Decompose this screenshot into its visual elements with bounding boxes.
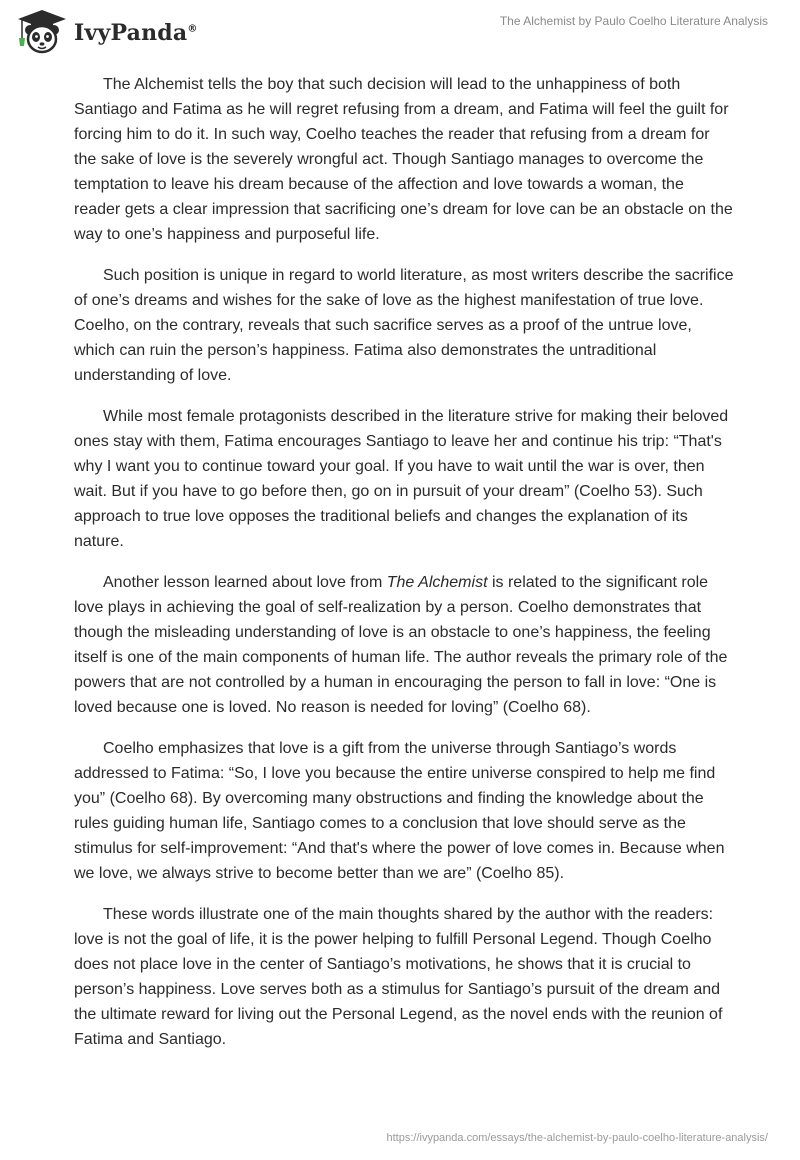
paragraph-5: Coelho emphasizes that love is a gift from the universe through Santiago’s words addressed to Fatima: “So, I love you because the entire universe conspired to help me find you” (Coelho 68). By overcoming many obstructions and finding the knowledge about the rules guiding human life, Santiago comes to a conclusion that love should serve as the stimulus for self-improvement: “And that's where the power of love comes in. Because when we love, we always strive to become better than we are” (Coelho 85). [74, 740, 725, 882]
paragraph-1: The Alchemist tells the boy that such decision will lead to the unhappiness of both Santiago and Fatima as he will regret refusing from a dream, and Fatima will feel the guilt for forcing him to do it. In such way, Coelho teaches the reader that refusing from a dream for the sake of love is the severely wrongful act. Though Santiago manages to overcome the temptation to leave his dream because of the affection and love towards a woman, the reader gets a clear impression that sacrificing one’s dream for love can be an obstacle on the way to one’s happiness and purposeful life. [74, 76, 733, 243]
source-url-link[interactable]: https://ivypanda.com/essays/the-alchemist-by-paulo-coelho-literature-analysis/ [386, 1132, 768, 1144]
ivypanda-logo[interactable] [14, 8, 198, 56]
paragraph-3: While most female protagonists described in the literature strive for making their beloved ones stay with them, Fatima encourages Santiago to leave her and continue his trip: “That's why I want you to continue toward your goal. If you have to wait until the war is over, then wait. But if you have to go before then, go on in pursuit of your dream” (Coelho 53). Such approach to true love opposes the traditional beliefs and changes the explanation of its nature. [74, 408, 729, 550]
panda-graduate-icon [14, 8, 70, 56]
paragraph-2: Such position is unique in regard to world literature, as most writers describe the sacrifice of one’s dreams and wishes for the sake of love as the highest manifestation of true love. Coelho, on the contrary, reveals that such sacrifice serves as a proof of the untrue love, which can ruin the person’s happiness. Fatima also demonstrates the untraditional understanding of love. [74, 267, 734, 384]
essay-body [74, 72, 734, 1068]
paragraph-4-lead: Another lesson learned about love from [103, 574, 387, 591]
paragraph-6: These words illustrate one of the main thoughts shared by the author with the readers: love is not the goal of life, it is the power helping to fulfill Personal Legend. Though Coelho does not place love in the center of Santiago’s motivations, he shows that it is crucial to person’s happiness. Love serves both as a stimulus for Santiago’s pursuit of the dream and the ultimate reward for living out the Personal Legend, as the novel ends with the reunion of Fatima and Santiago. [74, 906, 723, 1048]
paragraph-4-rest: is related to the significant role love plays in achieving the goal of self-realization by a person. Coelho demonstrates that though the misleading understanding of love is an obstacle to one’s happiness, the feeling itself is one of the main components of human life. The author reveals the primary role of the powers that are not controlled by a human in encouraging the person to fall in love: “One is loved because one is loved. No reason is needed for loving” (Coelho 68). [74, 574, 728, 716]
registered-mark: ® [187, 23, 198, 35]
book-title-italic: The Alchemist [386, 574, 488, 591]
document-title: The Alchemist by Paulo Coelho Literature Analysis [499, 14, 768, 28]
page-header [0, 0, 800, 60]
paragraph-4 [74, 570, 734, 720]
brand-name: IvyPanda® [74, 20, 198, 46]
